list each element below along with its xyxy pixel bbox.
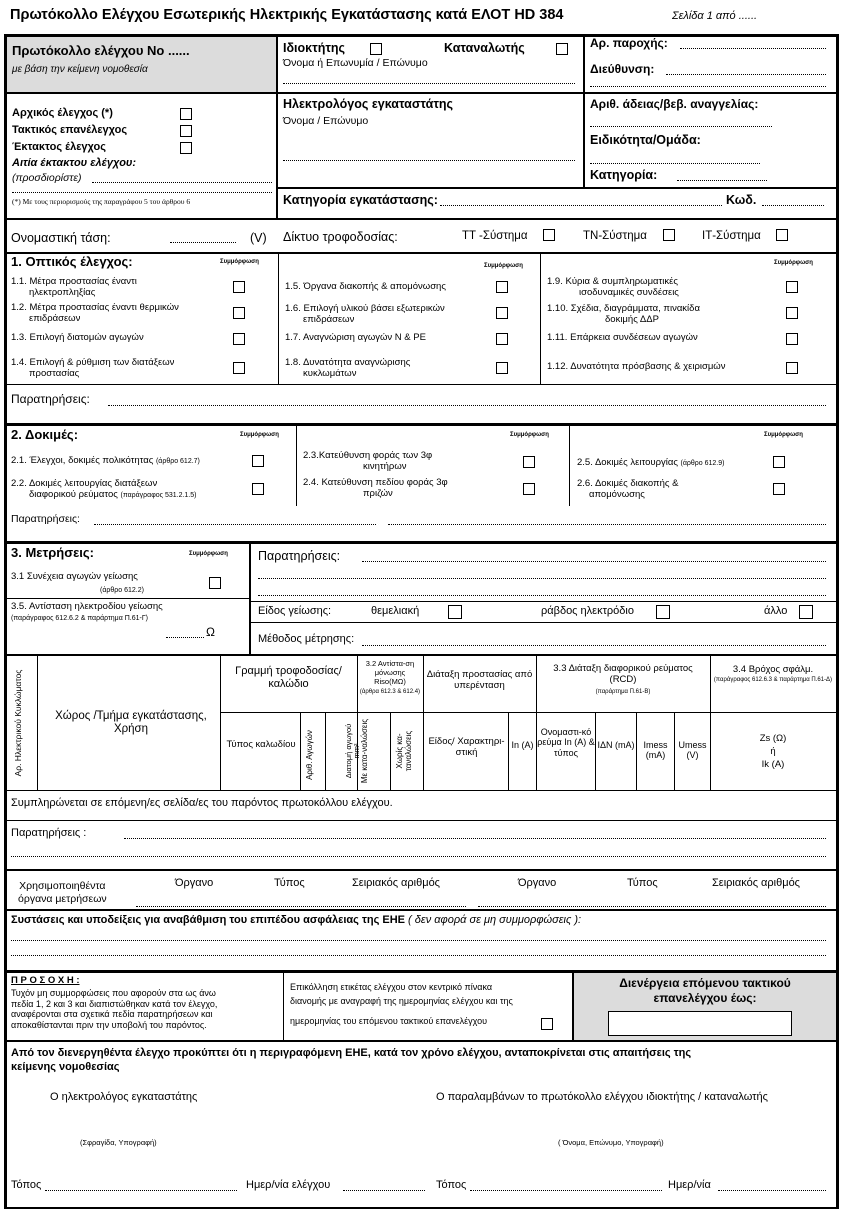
- item-1-11: 1.11. Επάρκεια συνδέσεων αγωγών: [547, 332, 698, 343]
- it-label: ΙΤ-Σύστημα: [702, 230, 761, 242]
- network-label: Δίκτυο τροφοδοσίας:: [283, 230, 398, 244]
- install-cat-label: Κατηγορία εγκατάστασης:: [283, 193, 438, 207]
- tn-checkbox[interactable]: [663, 229, 675, 241]
- owner-checkbox[interactable]: [370, 43, 382, 55]
- type-header-2: Τύπος: [627, 877, 658, 889]
- recommend-field-2[interactable]: [11, 955, 826, 956]
- s3-remarks-field-2[interactable]: [258, 578, 826, 579]
- conform-label: Συμμόρφωση: [189, 551, 228, 557]
- item-2-2: 2.2. Δοκιμές λειτουργίας διατάξεων διαφορικού ρεύματος (παράγραφος 531.2.1.5): [11, 478, 197, 500]
- tt-label: ΤΤ -Σύστημα: [462, 230, 528, 242]
- attention-text: Τυχόν μη συμμορφώσεις που αφορούν στα ως άνω πεδία 1, 2 και 3 και διαπιστώθηκαν κατά τον έλεγχο, αναφέρονται στα σχετικά πεδία παρατηρήσεων και αποκαθίστανται πριν την υποβολή του παρόντος.: [11, 988, 218, 1030]
- voltage-unit: (V): [250, 231, 267, 245]
- item-1-6: 1.6. Επιλογή υλικού βάσει εξωτερικών επιδράσεων: [285, 303, 445, 325]
- item-1-9-checkbox[interactable]: [786, 281, 798, 293]
- item-2-4: 2.4. Κατεύθυνση πεδίου φοράς 3φ πριζών: [303, 477, 448, 499]
- address-label: Διεύθυνση:: [590, 62, 655, 76]
- th-circuit-no: Αρ. Ηλεκτρικού Κυκλώματος: [13, 669, 23, 777]
- hline-s3b: [251, 601, 836, 602]
- vline-att1: [283, 972, 284, 1041]
- item-1-2: 1.2. Μέτρα προστασίας έναντι θερμικών επιδράσεων: [11, 302, 179, 324]
- address-field-2[interactable]: [590, 86, 826, 87]
- th-rcd: 3.3 Διάταξη διαφορικού ρεύματος (RCD) (παράρτημα Π.61-Β): [553, 663, 693, 695]
- th-nominal: Ονομαστι-κό ρεύμα In (A) & τύπος: [537, 727, 595, 758]
- install-cat-field[interactable]: [440, 205, 722, 206]
- next-check-label: Διενέργεια επόμενου τακτικού επανελέγχου έως:: [619, 976, 791, 1005]
- item-1-8: 1.8. Δυνατότητα αναγνώρισης κυκλωμάτων: [285, 357, 411, 379]
- item-1-1: 1.1. Μέτρα προστασίας έναντι ηλεκτροπληξίας: [11, 276, 137, 298]
- remarks-field-1[interactable]: [124, 838, 826, 839]
- conform-label: Συμμόρφωση: [774, 260, 813, 266]
- tv4: [423, 656, 424, 791]
- place2-field[interactable]: [470, 1190, 662, 1191]
- initial-label: Αρχικός έλεγχος (*): [12, 107, 113, 119]
- specialty-label: Ειδικότητα/Ομάδα:: [590, 133, 701, 147]
- item-1-8-checkbox[interactable]: [496, 362, 508, 374]
- item-1-3-checkbox[interactable]: [233, 333, 245, 345]
- item-1-5-checkbox[interactable]: [496, 281, 508, 293]
- voltage-field[interactable]: [170, 242, 236, 243]
- item-1-12-checkbox[interactable]: [786, 362, 798, 374]
- item-2-5-checkbox[interactable]: [773, 456, 785, 468]
- conform-label: Συμμόρφωση: [240, 432, 279, 438]
- periodic-label: Τακτικός επανέλεγχος: [12, 124, 128, 136]
- s1-title: 1. Οπτικός έλεγχος:: [11, 254, 133, 269]
- hline-cont: [7, 790, 836, 791]
- hline-rem: [7, 820, 836, 821]
- th-loop: 3.4 Βρόχος σφάλμ. (παράγραφος 612.6.3 & παράρτημα Π.61-Δ): [713, 664, 833, 683]
- s3-title: 3. Μετρήσεις:: [11, 545, 95, 560]
- owner-label: Ιδιοκτήτης: [283, 41, 346, 55]
- initial-checkbox[interactable]: [180, 108, 192, 120]
- item-1-11-checkbox[interactable]: [786, 333, 798, 345]
- vline-h2: [583, 37, 585, 187]
- item-1-5: 1.5. Όργανα διακοπής & απομόνωσης: [285, 281, 446, 292]
- hline-table: [7, 654, 836, 656]
- item-2-3: 2.3.Κατεύθυνση φοράς των 3φ κινητήρων: [303, 450, 433, 472]
- item-1-7: 1.7. Αναγνώριση αγωγών Ν & ΡΕ: [285, 332, 426, 343]
- s3-remarks-field-1[interactable]: [362, 561, 826, 562]
- m35-unit: Ω: [206, 625, 215, 639]
- hline-h2: [276, 187, 836, 189]
- item-1-12: 1.12. Δυνατότητα πρόσβασης & χειρισμών: [547, 361, 726, 372]
- th-umess: Umess (V): [678, 740, 707, 761]
- item-2-5: 2.5. Δοκιμές λειτουργίας (άρθρο 612.9): [577, 457, 725, 468]
- address-field[interactable]: [666, 74, 826, 75]
- s2-remarks-label: Παρατηρήσεις:: [11, 513, 80, 525]
- protocol-no: Πρωτόκολλο ελέγχου Νο ......: [12, 43, 190, 58]
- tt-checkbox[interactable]: [543, 229, 555, 241]
- th-kind: Είδος/ Χαρακτηρι-στική: [428, 736, 505, 758]
- item-1-4-checkbox[interactable]: [233, 362, 245, 374]
- vline-s2a: [296, 426, 297, 506]
- next-check-field[interactable]: [608, 1011, 792, 1036]
- item-1-7-checkbox[interactable]: [496, 333, 508, 345]
- th-with-live: Με κατα-ναλώσεις: [360, 718, 369, 784]
- th-in: In (A): [511, 740, 534, 750]
- s1-remarks-field[interactable]: [108, 405, 826, 406]
- s3-remarks-label: Παρατηρήσεις:: [258, 549, 341, 563]
- vline-s2b: [569, 426, 570, 506]
- frame-bottom: [4, 1207, 839, 1209]
- tv11: [595, 712, 596, 791]
- date2-field[interactable]: [718, 1190, 826, 1191]
- m35-label: 3.5. Αντίσταση ηλεκτροδίου γείωσης: [11, 601, 163, 612]
- th-cond-no: Αριθ. Αγωγών: [305, 730, 314, 780]
- tv9: [390, 712, 391, 791]
- place-field[interactable]: [45, 1190, 237, 1191]
- specialty-field[interactable]: [590, 163, 760, 164]
- date2-label: Ημερ/νία: [668, 1179, 711, 1191]
- rod-label: ράβδος ηλεκτρόδιο: [541, 605, 634, 617]
- earth-type-label: Είδος γείωσης:: [258, 605, 332, 617]
- tv8: [325, 712, 326, 791]
- serial-header-2: Σειριακός αριθμός: [712, 877, 800, 889]
- continued-note: Συμπληρώνεται σε επόμενη/ες σελίδα/ες του παρόντος πρωτοκόλλου ελέγχου.: [11, 797, 393, 809]
- owner-sub: Όνομα ή Επωνυμία / Επώνυμο: [283, 57, 428, 69]
- item-1-1-checkbox[interactable]: [233, 281, 245, 293]
- owner-field[interactable]: [283, 83, 575, 84]
- instruments-field-2[interactable]: [478, 906, 826, 907]
- consumer-checkbox[interactable]: [556, 43, 568, 55]
- sign-stamp: (Σφραγίδα, Υπογραφή): [80, 1138, 157, 1147]
- frame-right: [836, 34, 839, 1209]
- sign-name: ( Όνομα, Επώνυμο, Υπογραφή): [558, 1138, 664, 1147]
- instr-header-2: Όργανο: [518, 877, 557, 889]
- serial-header-1: Σειριακός αριθμός: [352, 877, 440, 889]
- sign-receiver: Ο παραλαμβάνων το πρωτόκολλο ελέγχου ιδιοκτήτης / καταναλωτής: [436, 1091, 768, 1103]
- conform-label: Συμμόρφωση: [510, 432, 549, 438]
- th-insulation: 3.2 Αντίστα-ση μόνωσης Riso(MΩ) (άρθρα 612.3 & 612.4): [359, 659, 421, 695]
- m35-field[interactable]: [166, 637, 204, 638]
- page-title: Πρωτόκολλο Ελέγχου Εσωτερικής Ηλεκτρικής Εγκατάστασης κατά ΕΛΟΤ HD 384: [10, 7, 564, 23]
- conform-label: Συμμόρφωση: [764, 432, 803, 438]
- s2-remarks-field-b[interactable]: [388, 524, 826, 525]
- electrician-field[interactable]: [283, 160, 575, 161]
- consumer-label: Καταναλωτής: [444, 41, 525, 55]
- extra-label: Έκτακτος έλεγχος: [12, 141, 106, 153]
- remarks-field-2[interactable]: [11, 856, 826, 857]
- instr-header-1: Όργανο: [175, 877, 214, 889]
- item-1-9: 1.9. Κύρια & συμπληρωματικές ισοδυναμικές συνδέσεις: [547, 276, 679, 298]
- extra-checkbox[interactable]: [180, 142, 192, 154]
- label-checkbox[interactable]: [541, 1018, 553, 1030]
- vline-s3: [249, 544, 251, 655]
- tv10: [508, 712, 509, 791]
- license-label: Αριθ. άδειας/βεβ. αναγγελίας:: [590, 97, 759, 111]
- m31-ref: (άρθρο 612.2): [100, 587, 144, 594]
- it-checkbox[interactable]: [776, 229, 788, 241]
- type-header-1: Τύπος: [274, 877, 305, 889]
- th-without-live: Χωρίς κα-ταναλώσεις: [395, 730, 413, 772]
- other-label: άλλο: [764, 605, 788, 617]
- item-2-1: 2.1. Έλεγχοι, δοκιμές πολικότητας (άρθρο 612.7): [11, 455, 200, 466]
- tn-label: ΤΝ-Σύστημα: [583, 230, 647, 242]
- tv5: [536, 656, 537, 791]
- frame-left: [4, 34, 7, 1209]
- category-label: Κατηγορία:: [590, 168, 658, 182]
- hline-instr: [7, 869, 836, 871]
- footnote: (*) Με τους περιορισμούς της παραγράφου 5 του άρθρου 6: [12, 197, 191, 206]
- other-checkbox[interactable]: [799, 605, 813, 619]
- th-imess: Imess (mA): [643, 740, 668, 761]
- supply-no-field[interactable]: [680, 48, 826, 49]
- remarks-label: Παρατηρήσεις :: [11, 827, 87, 839]
- item-1-10-checkbox[interactable]: [786, 307, 798, 319]
- item-2-1-checkbox[interactable]: [252, 455, 264, 467]
- attention-title: Π Ρ Ο Σ Ο Χ Η :: [11, 975, 80, 986]
- license-field[interactable]: [590, 126, 772, 127]
- item-1-6-checkbox[interactable]: [496, 307, 508, 319]
- th-cross: Διατομή αγωγού mm²: [344, 723, 361, 779]
- item-2-6: 2.6. Δοκιμές διακοπής & απομόνωσης: [577, 478, 679, 500]
- reason-field[interactable]: [92, 182, 272, 183]
- th-sub: [220, 712, 836, 713]
- vline-s1a: [278, 254, 279, 384]
- th-line: Γραμμή τροφοδοσίας/ καλώδιο: [235, 665, 342, 690]
- s1-remarks-label: Παρατηρήσεις:: [11, 392, 90, 406]
- date-label: Ημερ/νία ελέγχου: [246, 1179, 331, 1191]
- foundation-label: θεμελιακή: [371, 605, 420, 617]
- rod-checkbox[interactable]: [656, 605, 670, 619]
- s2-remarks-field-a[interactable]: [94, 524, 376, 525]
- item-1-2-checkbox[interactable]: [233, 307, 245, 319]
- conform-label: Συμμόρφωση: [484, 263, 523, 269]
- m31-checkbox[interactable]: [209, 577, 221, 589]
- page-counter: Σελίδα 1 από ......: [672, 10, 758, 22]
- instruments-field-1[interactable]: [136, 906, 466, 907]
- item-1-10: 1.10. Σχέδια, διαγράμματα, πινακίδα δοκιμής ΔΔΡ: [547, 303, 700, 325]
- instruments-label: Χρησιμοποιηθέντα όργανα μετρήσεων: [18, 880, 107, 905]
- reason-label: Αιτία έκτακτου ελέγχου:: [12, 157, 137, 169]
- code-field[interactable]: [762, 205, 824, 206]
- hline-rec: [7, 909, 836, 911]
- voltage-label: Ονομαστική τάση:: [11, 231, 111, 245]
- reason-sub: (προσδιορίστε): [12, 172, 82, 184]
- electrician-sub: Όνομα / Επώνυμο: [283, 115, 369, 127]
- tv6: [710, 656, 711, 791]
- category-field[interactable]: [677, 180, 767, 181]
- hline-s2: [7, 423, 836, 426]
- foundation-checkbox[interactable]: [448, 605, 462, 619]
- th-space: Χώρος /Τμήμα εγκατάστασης, Χρήση: [55, 710, 207, 736]
- place-label: Τόπος: [11, 1179, 42, 1191]
- method-field[interactable]: [362, 645, 826, 646]
- hline-m31: [7, 598, 249, 599]
- recommend-field-1[interactable]: [11, 940, 826, 941]
- s3-remarks-field-3[interactable]: [258, 595, 826, 596]
- hline-s3c: [251, 622, 836, 623]
- method-label: Μέθοδος μέτρησης:: [258, 633, 355, 645]
- th-zs: Zs (Ω) ή Ik (A): [759, 733, 787, 770]
- item-2-3-checkbox[interactable]: [523, 456, 535, 468]
- tv1: [37, 656, 38, 791]
- th-cable-type: Τύπος καλωδίου: [226, 739, 296, 750]
- place2-label: Τόπος: [436, 1179, 467, 1191]
- s2-title: 2. Δοκιμές:: [11, 427, 79, 442]
- sign-electrician: Ο ηλεκτρολόγος εγκαταστάτης: [50, 1091, 198, 1103]
- m35-ref: (παράγραφος 612.6.2 & παράρτημα Π.61-Γ): [11, 615, 149, 622]
- protocol-sub: με βάση την κείμενη νομοθεσία: [12, 64, 148, 75]
- conclusion: Από τον διενεργηθέντα έλεγχο προκύπτει ότι η περιγραφόμενη ΕΗΕ, κατά τον χρόνο ελέγχου, ανταποκρίνεται στις απαιτήσεις της κείμενης νομοθεσίας: [11, 1047, 692, 1073]
- hline-h1: [7, 92, 836, 94]
- tv7: [300, 712, 301, 791]
- tv2: [220, 656, 221, 791]
- label-text: Επικόλληση ετικέτας ελέγχου στον κεντρικό πίνακα διανομής με αναγραφή της ημερομηνίας ελέγχου και της ημερομηνίας του επόμενου τακτικού επανελέγχου: [290, 982, 513, 1026]
- periodic-checkbox[interactable]: [180, 125, 192, 137]
- m31-label: 3.1 Συνέχεια αγωγών γείωσης: [11, 571, 138, 582]
- item-2-2-checkbox[interactable]: [252, 483, 264, 495]
- reason-field-2[interactable]: [12, 192, 272, 193]
- item-1-4: 1.4. Επιλογή & ρύθμιση των διατάξεων προστασίας: [11, 357, 175, 379]
- item-2-4-checkbox[interactable]: [523, 483, 535, 495]
- conform-label: Συμμόρφωση: [220, 259, 259, 265]
- item-1-3: 1.3. Επιλογή διατομών αγωγών: [11, 332, 144, 343]
- th-overcurrent: Διάταξη προστασίας από υπερένταση: [426, 669, 533, 691]
- vline-s1b: [540, 254, 541, 384]
- hline-s1b: [7, 384, 836, 385]
- hline-h3: [7, 218, 836, 220]
- th-idn: IΔN (mA): [597, 740, 635, 750]
- item-2-6-checkbox[interactable]: [773, 483, 785, 495]
- supply-no-label: Αρ. παροχής:: [590, 36, 668, 50]
- electrician-label: Ηλεκτρολόγος εγκαταστάτης: [283, 97, 454, 111]
- hline-concl: [7, 1040, 836, 1042]
- date-field[interactable]: [343, 1190, 425, 1191]
- recommend: Συστάσεις και υποδείξεις για αναβάθμιση του επιπέδου ασφάλειας της ΕΗΕ ( δεν αφορά σε μη συμμορφώσεις ):: [11, 914, 582, 926]
- code-label: Κωδ.: [726, 193, 757, 207]
- hline-s3: [7, 541, 836, 544]
- vline-h1: [276, 37, 278, 219]
